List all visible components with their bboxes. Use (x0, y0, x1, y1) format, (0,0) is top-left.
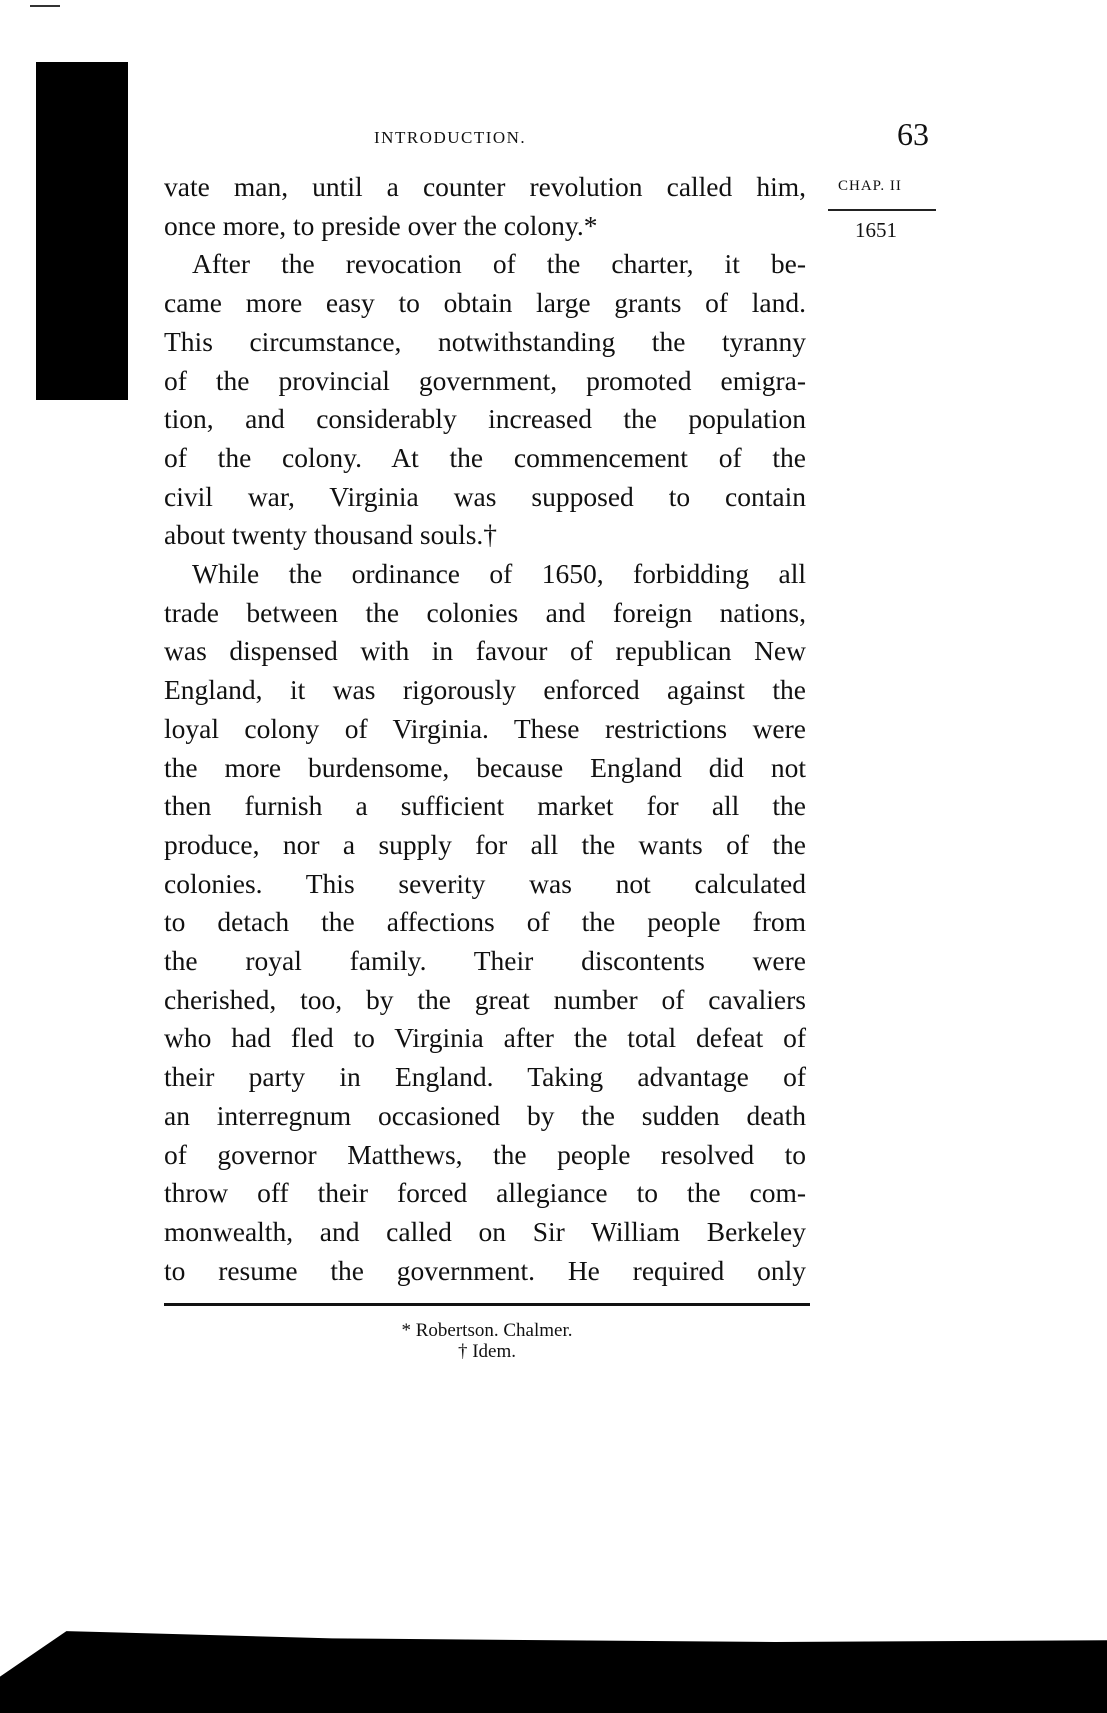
text-line: of the colony. At the commencement of the (164, 441, 806, 473)
page-number: 63 (897, 116, 929, 152)
text-line: the more burdensome, because England did not (164, 751, 806, 783)
text-line: loyal colony of Virginia. These restrictions were (164, 712, 806, 744)
text-line: about twenty thousand souls.† (164, 519, 498, 551)
footnote: * Robertson. Chalmer. (401, 1320, 573, 1341)
scan-bottom-edge (0, 1622, 1107, 1713)
text-line: trade between the colonies and foreign nations, (164, 596, 806, 628)
margin-year: 1651 (855, 218, 897, 242)
text-line: of the provincial government, promoted emigra- (164, 364, 806, 396)
text-line: England, it was rigorously enforced against the (164, 674, 806, 706)
text-line: their party in England. Taking advantage of (164, 1061, 806, 1093)
text-line: throw off their forced allegiance to the com- (164, 1177, 806, 1209)
text-line: colonies. This severity was not calculated (164, 867, 806, 899)
text-line: This circumstance, notwithstanding the tyranny (164, 325, 806, 357)
text-line: monwealth, and called on Sir William Berkeley (164, 1215, 806, 1247)
text-line: who had fled to Virginia after the total defeat of (164, 1022, 806, 1054)
scan-binding-shadow-left (36, 62, 128, 400)
footnote-rule (164, 1303, 810, 1306)
margin-rule (828, 209, 936, 211)
text-line: After the revocation of the charter, it be- (192, 248, 806, 280)
text-line: an interregnum occasioned by the sudden death (164, 1099, 806, 1131)
text-line: cherished, too, by the great number of cavaliers (164, 983, 806, 1015)
scan-edge-mark (30, 5, 60, 7)
text-line: was dispensed with in favour of republican New (164, 635, 806, 667)
text-line: vate man, until a counter revolution called him, (164, 171, 806, 202)
text-line: produce, nor a supply for all the wants of the (164, 828, 806, 860)
footnote: † Idem. (457, 1341, 517, 1362)
text-line: to resume the government. He required only (164, 1254, 806, 1286)
text-line: once more, to preside over the colony.* (164, 209, 598, 241)
text-line: While the ordinance of 1650, forbidding all (192, 558, 806, 590)
footnotes (164, 1320, 810, 1362)
text-line: then furnish a sufficient market for all the (164, 790, 806, 822)
text-line: the royal family. Their discontents were (164, 945, 806, 977)
margin-chapter: CHAP. II (838, 178, 902, 194)
text-line: tion, and considerably increased the population (164, 403, 806, 435)
text-line: of governor Matthews, the people resolved to (164, 1138, 806, 1170)
text-line: civil war, Virginia was supposed to contain (164, 480, 806, 512)
text-line: came more easy to obtain large grants of land. (164, 287, 806, 319)
body-text (164, 168, 806, 1290)
text-line: to detach the affections of the people from (164, 906, 806, 938)
running-head: INTRODUCTION. (374, 128, 527, 147)
